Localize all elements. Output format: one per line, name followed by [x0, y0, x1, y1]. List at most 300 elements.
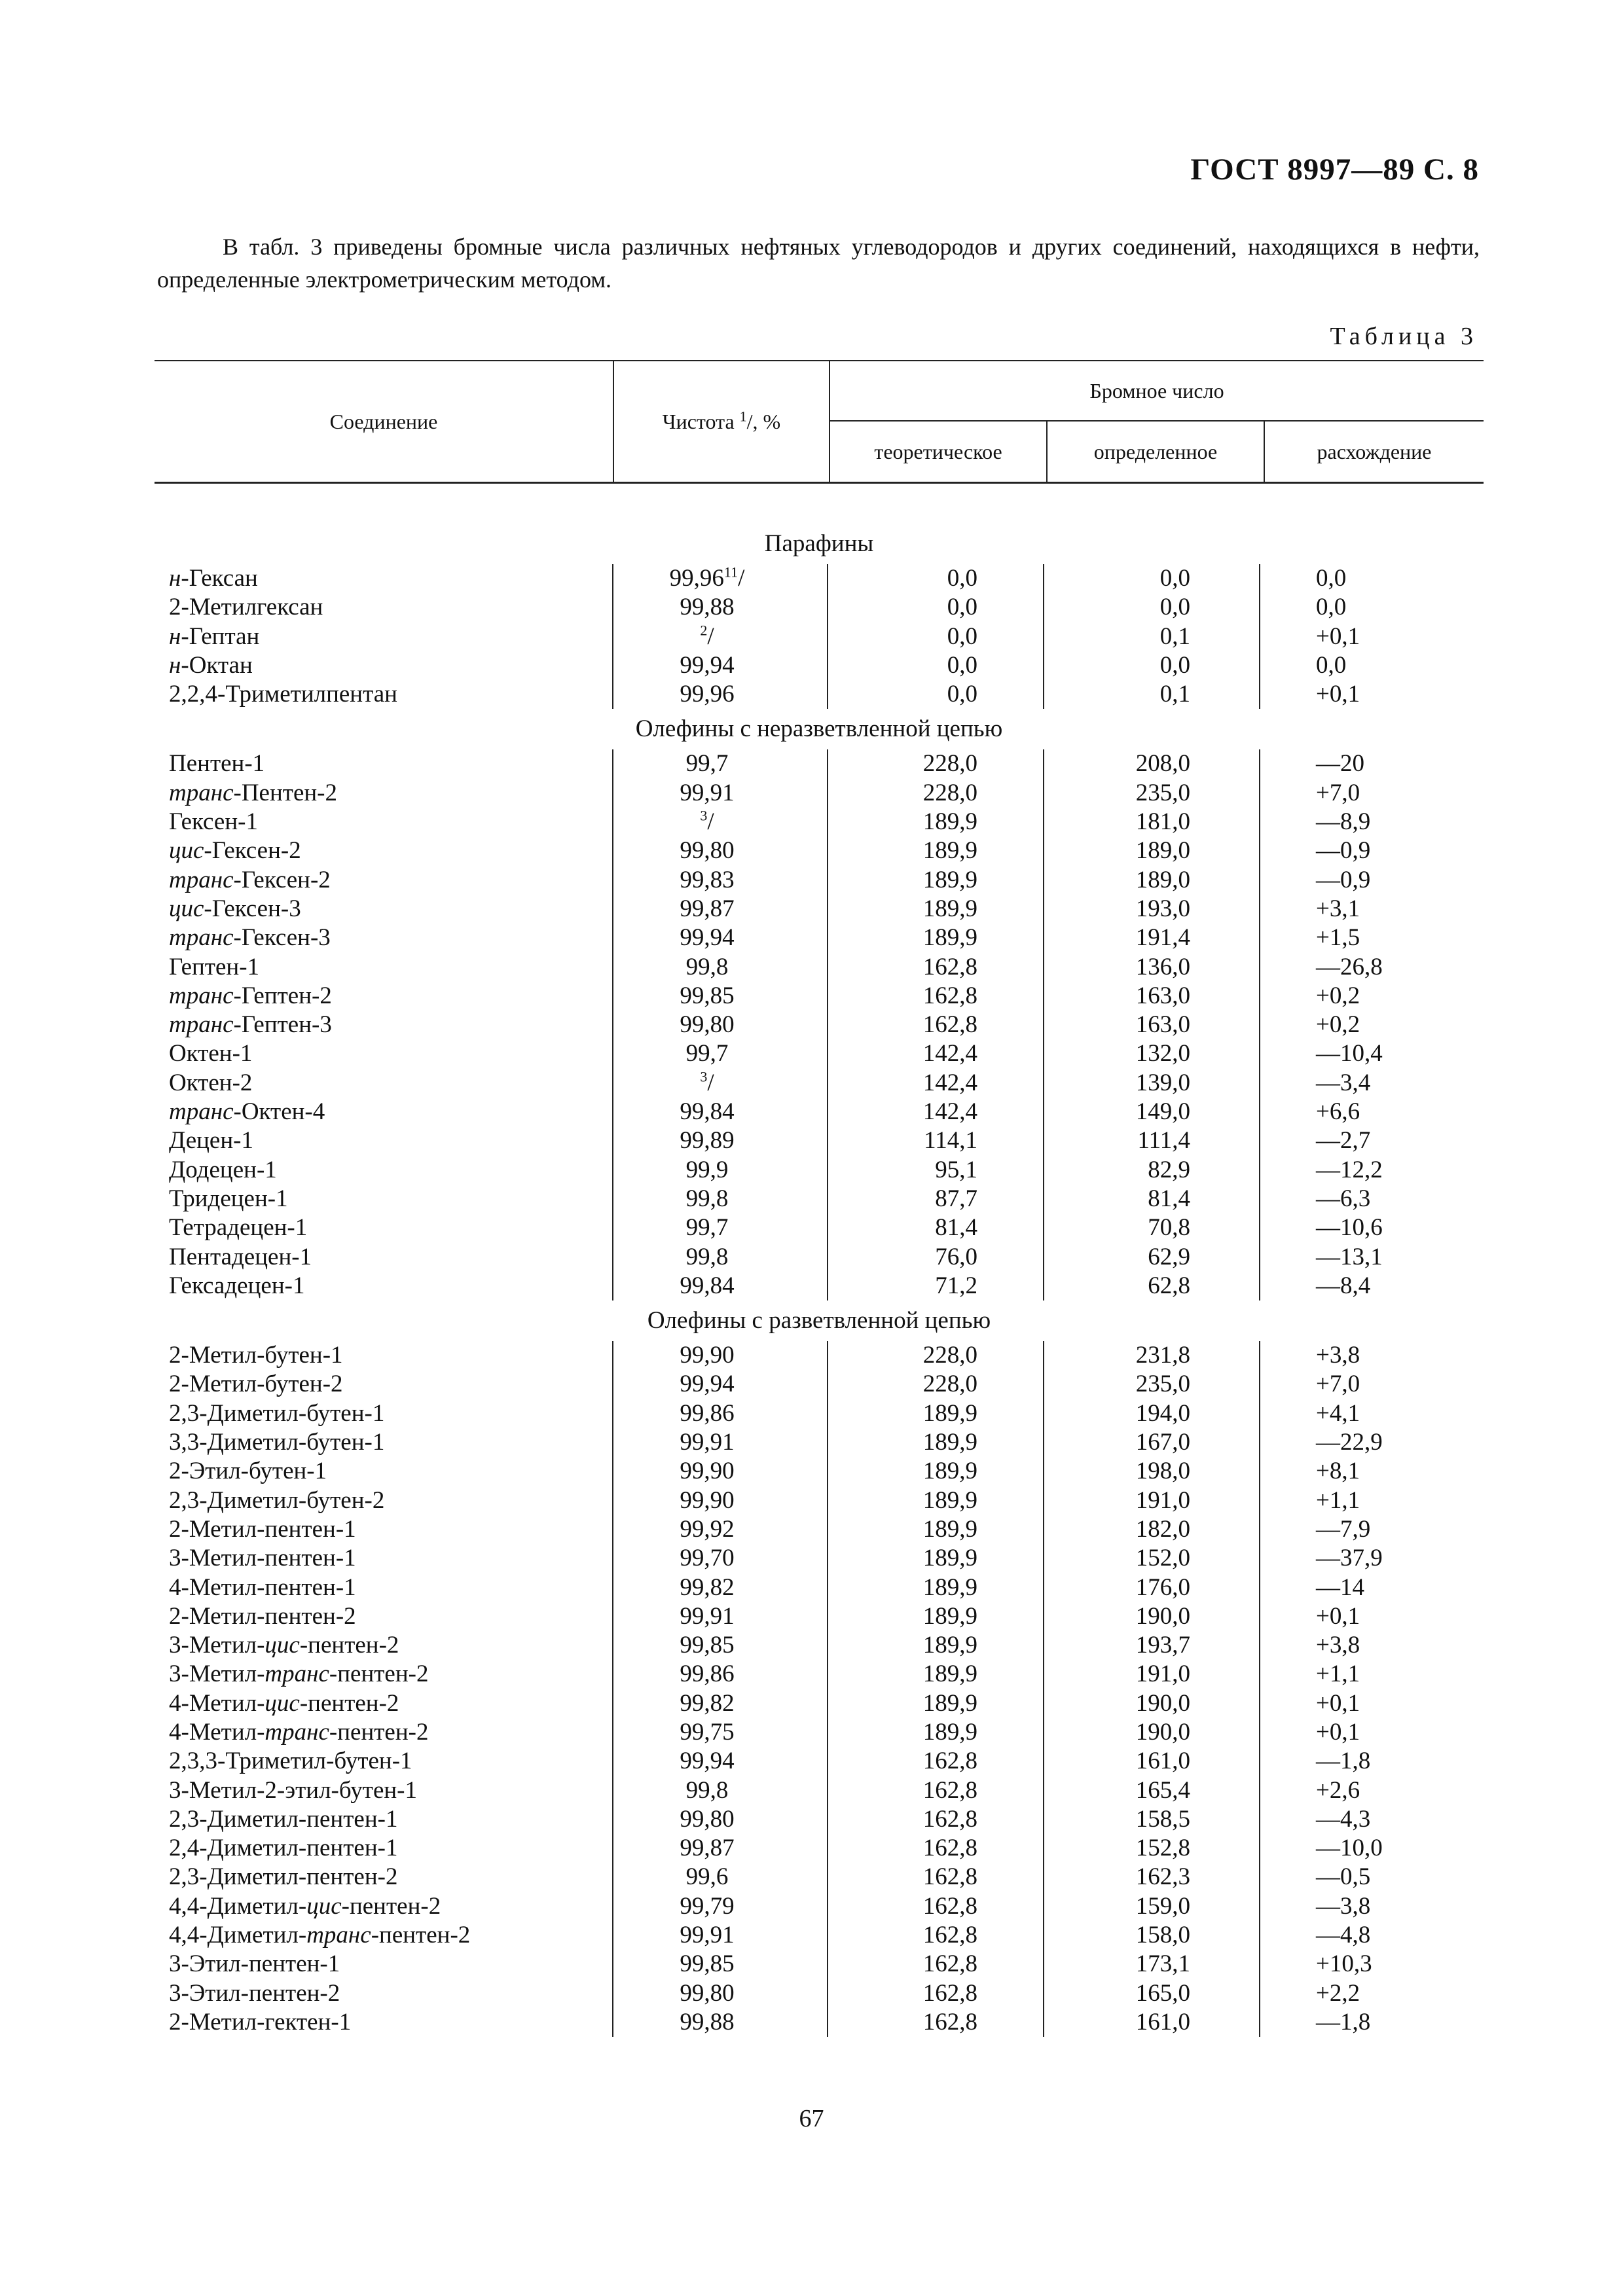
purity-cell — [613, 1544, 828, 1573]
determined-value: 191,0 — [1044, 1660, 1260, 1689]
name-part: 2-Этил-бутен-1 — [169, 1458, 327, 1485]
compound-name — [155, 1689, 613, 1718]
determined-value: 162,3 — [1044, 1863, 1260, 1892]
footnote-slash: / — [707, 1069, 714, 1096]
theoretical-value: 189,9 — [828, 1573, 1044, 1602]
purity-value: 99,87 — [680, 1835, 735, 1862]
determined-value: 198,0 — [1044, 1457, 1260, 1486]
table-row — [155, 1689, 1484, 1718]
difference-value: —8,9 — [1316, 808, 1371, 836]
purity-cell — [613, 1660, 828, 1689]
name-part: 3,3-Диметил-бутен-1 — [169, 1429, 385, 1456]
difference-value: +1,5 — [1316, 924, 1360, 952]
name-part: 3-Метил-2-этил-бутен-1 — [169, 1776, 417, 1804]
name-part: 2-Метил-пентен-2 — [169, 1602, 356, 1630]
compound-name — [155, 1399, 613, 1428]
determined-value: 81,4 — [1044, 1185, 1260, 1213]
purity-value: 99,84 — [680, 1098, 735, 1126]
table-row — [155, 1834, 1484, 1863]
difference-value: —10,4 — [1316, 1040, 1383, 1067]
table-row — [155, 593, 1484, 622]
theoretical-value: 162,8 — [828, 1921, 1044, 1950]
footnote-mark: 3 — [700, 807, 708, 824]
difference-value: +2,2 — [1316, 1979, 1360, 2007]
compound-name — [155, 1069, 613, 1098]
purity-cell — [613, 1399, 828, 1428]
determined-value: 191,4 — [1044, 924, 1260, 952]
table-row — [155, 1213, 1484, 1242]
purity-value: 99,80 — [680, 1805, 735, 1833]
isomer-prefix: транс- — [169, 982, 242, 1009]
theoretical-value: 162,8 — [828, 2008, 1044, 2037]
purity-cell — [613, 953, 828, 982]
isomer-prefix: цис- — [169, 837, 212, 865]
determined-value: 0,0 — [1044, 593, 1260, 622]
determined-value: 182,0 — [1044, 1515, 1260, 1544]
theoretical-value: 189,9 — [828, 895, 1044, 924]
theoretical-value: 189,9 — [828, 1428, 1044, 1457]
purity-cell — [613, 1979, 828, 2008]
purity-value: 99,87 — [680, 895, 735, 922]
table-row — [155, 1126, 1484, 1155]
table-row — [155, 1950, 1484, 1979]
column-header-compound: Соединение — [155, 361, 613, 483]
theoretical-value: 189,9 — [828, 1660, 1044, 1689]
table-row — [155, 1399, 1484, 1428]
isomer-prefix: транс — [264, 1660, 329, 1688]
table-row — [155, 622, 1484, 651]
theoretical-value: 0,0 — [828, 680, 1044, 709]
name-part: 2,3,3-Триметил-бутен-1 — [169, 1748, 412, 1775]
name-part: 4,4-Диметил- — [169, 1922, 307, 1949]
table-row — [155, 1892, 1484, 1921]
section-title: Олефины с разветвленной цепью — [647, 1307, 991, 1335]
compound-name — [155, 1213, 613, 1242]
purity-value: 99,8 — [685, 953, 729, 980]
theoretical-value: 162,8 — [828, 1863, 1044, 1892]
theoretical-value: 71,2 — [828, 1272, 1044, 1300]
compound-name — [155, 1805, 613, 1834]
difference-value: —1,8 — [1316, 2008, 1371, 2036]
theoretical-value: 189,9 — [828, 866, 1044, 895]
theoretical-value: 228,0 — [828, 749, 1044, 778]
difference-value: —22,9 — [1316, 1429, 1383, 1456]
section-row — [155, 524, 1484, 564]
determined-value: 70,8 — [1044, 1213, 1260, 1242]
purity-suffix: /, % — [746, 409, 781, 433]
name-part: 2,2,4-Триметилпентан — [169, 681, 397, 708]
difference-value: +0,1 — [1316, 1689, 1360, 1717]
theoretical-value: 189,9 — [828, 1631, 1044, 1660]
theoretical-value: 189,9 — [828, 1399, 1044, 1428]
purity-cell — [613, 1921, 828, 1950]
purity-cell — [613, 1370, 828, 1399]
purity-cell — [613, 1243, 828, 1272]
purity-value: 99,86 — [680, 1660, 735, 1688]
theoretical-value: 189,9 — [828, 836, 1044, 865]
determined-value: 235,0 — [1044, 779, 1260, 808]
determined-value: 189,0 — [1044, 866, 1260, 895]
determined-value: 0,0 — [1044, 651, 1260, 680]
compound-name — [155, 1660, 613, 1689]
difference-value: —14 — [1316, 1573, 1364, 1601]
purity-value: 99,8 — [685, 1243, 729, 1270]
determined-value: 208,0 — [1044, 749, 1260, 778]
theoretical-value: 81,4 — [828, 1213, 1044, 1242]
name-part: Тридецен-1 — [169, 1185, 288, 1212]
theoretical-value: 0,0 — [828, 593, 1044, 622]
purity-cell — [613, 924, 828, 952]
page-number: 67 — [799, 2105, 824, 2132]
compound-name — [155, 1156, 613, 1185]
isomer-prefix: транс — [264, 1718, 329, 1746]
name-part: -пентен-2 — [329, 1718, 429, 1746]
determined-value: 173,1 — [1044, 1950, 1260, 1979]
difference-value: —4,3 — [1316, 1805, 1371, 1833]
determined-value: 62,9 — [1044, 1243, 1260, 1272]
footnote-mark: 2 — [700, 622, 708, 639]
table-row — [155, 1718, 1484, 1747]
compound-name — [155, 1515, 613, 1544]
theoretical-value: 0,0 — [828, 651, 1044, 680]
purity-cell — [613, 1892, 828, 1921]
name-part: -пентен-2 — [299, 1632, 399, 1659]
name-part: 2-Метил-гектен-1 — [169, 2008, 352, 2036]
purity-label: Чистота — [662, 409, 735, 433]
name-part: Пентадецен-1 — [169, 1243, 312, 1270]
purity-value: 99,94 — [680, 1371, 735, 1398]
name-part: Пентен-2 — [241, 779, 337, 806]
purity-cell — [613, 1341, 828, 1370]
compound-name — [155, 1747, 613, 1776]
footnote-mark: 11 — [723, 564, 739, 581]
table-row — [155, 924, 1484, 952]
column-header-bromine-number: Бромное число — [830, 361, 1484, 421]
difference-value: +8,1 — [1316, 1458, 1360, 1485]
determined-value: 161,0 — [1044, 1747, 1260, 1776]
determined-value: 161,0 — [1044, 2008, 1260, 2037]
compound-name — [155, 1243, 613, 1272]
determined-value: 165,4 — [1044, 1776, 1260, 1805]
compound-name — [155, 1892, 613, 1921]
compound-name — [155, 622, 613, 651]
difference-value: —37,9 — [1316, 1545, 1383, 1572]
difference-value: —13,1 — [1316, 1243, 1383, 1270]
purity-value: 99,80 — [680, 837, 735, 865]
purity-value: 99,91 — [680, 1429, 735, 1456]
section-title: Парафины — [764, 530, 874, 557]
column-header-theoretical: теоретическое — [830, 421, 1047, 483]
theoretical-value: 228,0 — [828, 779, 1044, 808]
compound-name — [155, 1098, 613, 1126]
determined-value: 189,0 — [1044, 836, 1260, 865]
theoretical-value: 162,8 — [828, 1776, 1044, 1805]
difference-value: —10,0 — [1316, 1835, 1383, 1862]
compound-name — [155, 1272, 613, 1300]
purity-cell — [613, 1185, 828, 1213]
difference-value: +0,1 — [1316, 681, 1360, 708]
determined-value: 149,0 — [1044, 1098, 1260, 1126]
difference-value: —0,9 — [1316, 866, 1371, 893]
table-row — [155, 1185, 1484, 1213]
theoretical-value: 189,9 — [828, 1486, 1044, 1515]
compound-name — [155, 1341, 613, 1370]
determined-value: 152,8 — [1044, 1834, 1260, 1863]
difference-value: 0,0 — [1316, 651, 1347, 679]
compound-name — [155, 1631, 613, 1660]
isomer-prefix: цис — [264, 1632, 300, 1659]
determined-value: 132,0 — [1044, 1039, 1260, 1068]
name-part: Октен-2 — [169, 1069, 253, 1096]
theoretical-value: 189,9 — [828, 1718, 1044, 1747]
purity-cell — [613, 1689, 828, 1718]
name-part: Гексен-1 — [169, 808, 258, 836]
difference-value: —3,4 — [1316, 1069, 1371, 1096]
purity-value: 99,70 — [680, 1545, 735, 1572]
table-row — [155, 1776, 1484, 1805]
table-row — [155, 1863, 1484, 1892]
purity-value: 99,7 — [685, 750, 729, 778]
purity-cell — [613, 1573, 828, 1602]
determined-value: 139,0 — [1044, 1069, 1260, 1098]
theoretical-value: 95,1 — [828, 1156, 1044, 1185]
compound-name — [155, 924, 613, 952]
theoretical-value: 162,8 — [828, 1950, 1044, 1979]
purity-cell — [613, 1515, 828, 1544]
name-part: 4-Метил-пентен-1 — [169, 1573, 356, 1601]
table-row — [155, 1243, 1484, 1272]
difference-value: +7,0 — [1316, 779, 1360, 806]
section-row — [155, 1300, 1484, 1341]
theoretical-value: 162,8 — [828, 1834, 1044, 1863]
name-part: Октен-4 — [241, 1098, 325, 1126]
difference-value: —1,8 — [1316, 1748, 1371, 1775]
isomer-prefix: цис — [264, 1689, 300, 1717]
difference-value: +0,2 — [1316, 982, 1360, 1009]
table-row — [155, 1370, 1484, 1399]
table-row — [155, 749, 1484, 778]
isomer-prefix: транс- — [169, 1011, 242, 1039]
section-row — [155, 709, 1484, 749]
name-part: 4,4-Диметил- — [169, 1892, 307, 1920]
table-row — [155, 895, 1484, 924]
table-row — [155, 866, 1484, 895]
name-part: -пентен-2 — [341, 1892, 441, 1920]
purity-cell — [613, 1098, 828, 1126]
table-row — [155, 1921, 1484, 1950]
determined-value: 181,0 — [1044, 808, 1260, 836]
theoretical-value: 228,0 — [828, 1341, 1044, 1370]
purity-value: 99,92 — [680, 1515, 735, 1543]
isomer-prefix: транс- — [169, 866, 242, 893]
theoretical-value: 162,8 — [828, 953, 1044, 982]
theoretical-value: 189,9 — [828, 1689, 1044, 1718]
purity-cell — [613, 1069, 828, 1098]
theoretical-value: 142,4 — [828, 1098, 1044, 1126]
name-part: Додецен-1 — [169, 1156, 277, 1183]
purity-cell — [613, 1834, 828, 1863]
purity-cell — [613, 1486, 828, 1515]
name-part: Гексен-2 — [211, 837, 301, 865]
determined-value: 136,0 — [1044, 953, 1260, 982]
determined-value: 194,0 — [1044, 1399, 1260, 1428]
name-part: Тетрадецен-1 — [169, 1214, 308, 1242]
name-part: -пентен-2 — [371, 1922, 471, 1949]
determined-value: 111,4 — [1044, 1126, 1260, 1155]
table-row — [155, 1486, 1484, 1515]
name-part: Октан — [189, 651, 253, 679]
determined-value: 0,0 — [1044, 564, 1260, 593]
difference-value: —20 — [1316, 750, 1364, 778]
determined-value: 176,0 — [1044, 1573, 1260, 1602]
difference-value: +4,1 — [1316, 1399, 1360, 1427]
purity-cell — [613, 1863, 828, 1892]
compound-name — [155, 1039, 613, 1068]
purity-cell — [613, 982, 828, 1011]
purity-cell — [613, 1039, 828, 1068]
purity-value: 99,94 — [680, 1748, 735, 1775]
name-part: 3-Метил-пентен-1 — [169, 1545, 356, 1572]
isomer-prefix: транс- — [169, 779, 242, 806]
purity-cell — [613, 779, 828, 808]
theoretical-value: 162,8 — [828, 1011, 1044, 1039]
isomer-prefix: цис- — [169, 895, 212, 922]
isomer-prefix: н- — [169, 565, 189, 592]
isomer-prefix: транс- — [169, 1098, 242, 1126]
compound-name — [155, 1718, 613, 1747]
table-row — [155, 808, 1484, 836]
isomer-prefix: н- — [169, 622, 189, 650]
theoretical-value: 189,9 — [828, 924, 1044, 952]
difference-value: +7,0 — [1316, 1371, 1360, 1398]
table-row — [155, 1011, 1484, 1039]
compound-name — [155, 953, 613, 982]
name-part: 2-Метил-бутен-1 — [169, 1342, 343, 1369]
compound-name — [155, 1573, 613, 1602]
theoretical-value: 162,8 — [828, 1747, 1044, 1776]
purity-value: 99,91 — [680, 1922, 735, 1949]
difference-value: 0,0 — [1316, 594, 1347, 621]
purity-value: 99,82 — [680, 1689, 735, 1717]
compound-name — [155, 1950, 613, 1979]
purity-value: 99,86 — [680, 1399, 735, 1427]
determined-value: 193,7 — [1044, 1631, 1260, 1660]
footnote-mark: 3 — [700, 1068, 708, 1085]
table-row — [155, 1805, 1484, 1834]
document-code: ГОСТ 8997—89 С. 8 — [1190, 152, 1479, 187]
purity-value: 99,96 — [669, 565, 724, 592]
purity-value: 99,75 — [680, 1718, 735, 1746]
compound-name — [155, 1979, 613, 2008]
name-part: Гексадецен-1 — [169, 1272, 305, 1299]
table-row — [155, 2008, 1484, 2037]
name-part: Гексен-3 — [241, 924, 331, 952]
isomer-prefix: цис — [306, 1892, 342, 1920]
purity-cell — [613, 1428, 828, 1457]
difference-value: —4,8 — [1316, 1922, 1371, 1949]
theoretical-value: 76,0 — [828, 1243, 1044, 1272]
purity-cell — [613, 622, 828, 651]
name-part: -пентен-2 — [299, 1689, 399, 1717]
compound-name — [155, 1776, 613, 1805]
purity-value: 99,90 — [680, 1342, 735, 1369]
name-part: 3-Метил- — [169, 1660, 265, 1688]
purity-cell — [613, 866, 828, 895]
name-part: 2,3-Диметил-бутен-2 — [169, 1486, 385, 1514]
compound-name — [155, 1428, 613, 1457]
purity-value: 99,9 — [685, 1156, 729, 1183]
name-part: 2,4-Диметил-пентен-1 — [169, 1835, 398, 1862]
name-part: 2-Метил-бутен-2 — [169, 1371, 343, 1398]
compound-name — [155, 1126, 613, 1155]
theoretical-value: 87,7 — [828, 1185, 1044, 1213]
purity-cell — [613, 1272, 828, 1300]
compound-name — [155, 1457, 613, 1486]
name-part: Гексен-3 — [211, 895, 301, 922]
purity-cell — [613, 1718, 828, 1747]
table-row — [155, 1515, 1484, 1544]
compound-name — [155, 895, 613, 924]
difference-value: +0,2 — [1316, 1011, 1360, 1039]
purity-value: 99,94 — [680, 651, 735, 679]
table-caption: Таблица 3 — [1330, 323, 1478, 350]
theoretical-value: 162,8 — [828, 1979, 1044, 2008]
difference-value: —26,8 — [1316, 953, 1383, 980]
name-part: -пентен-2 — [329, 1660, 429, 1688]
theoretical-value: 142,4 — [828, 1069, 1044, 1098]
table-row — [155, 564, 1484, 593]
determined-value: 158,5 — [1044, 1805, 1260, 1834]
compound-name — [155, 749, 613, 778]
purity-cell — [613, 808, 828, 836]
table-row — [155, 651, 1484, 680]
name-part: Пентен-1 — [169, 750, 265, 778]
determined-value: 190,0 — [1044, 1602, 1260, 1631]
compound-name — [155, 808, 613, 836]
name-part: Гексен-2 — [241, 866, 331, 893]
table-row — [155, 779, 1484, 808]
purity-cell — [613, 564, 828, 593]
purity-value: 99,91 — [680, 779, 735, 806]
difference-value: +3,8 — [1316, 1342, 1360, 1369]
footnote-slash: / — [738, 565, 745, 592]
compound-name — [155, 593, 613, 622]
determined-value: 152,0 — [1044, 1544, 1260, 1573]
bromine-number-table — [155, 524, 1484, 2037]
compound-name — [155, 2008, 613, 2037]
purity-cell — [613, 836, 828, 865]
purity-value: 99,85 — [680, 982, 735, 1009]
determined-value: 167,0 — [1044, 1428, 1260, 1457]
purity-value: 99,8 — [685, 1776, 729, 1804]
purity-cell — [613, 749, 828, 778]
name-part: Гептен-1 — [169, 953, 260, 980]
compound-name — [155, 1185, 613, 1213]
purity-value: 99,79 — [680, 1892, 735, 1920]
footnote-slash: / — [707, 808, 714, 836]
difference-value: +0,1 — [1316, 1718, 1360, 1746]
purity-cell — [613, 1950, 828, 1979]
table-row — [155, 1979, 1484, 2008]
table-row — [155, 1602, 1484, 1631]
purity-value: 99,6 — [685, 1863, 729, 1891]
difference-value: —7,9 — [1316, 1515, 1371, 1543]
name-part: 2-Метил-пентен-1 — [169, 1515, 356, 1543]
table-row — [155, 1428, 1484, 1457]
table-row — [155, 1631, 1484, 1660]
theoretical-value: 189,9 — [828, 1544, 1044, 1573]
difference-value: 0,0 — [1316, 565, 1347, 592]
